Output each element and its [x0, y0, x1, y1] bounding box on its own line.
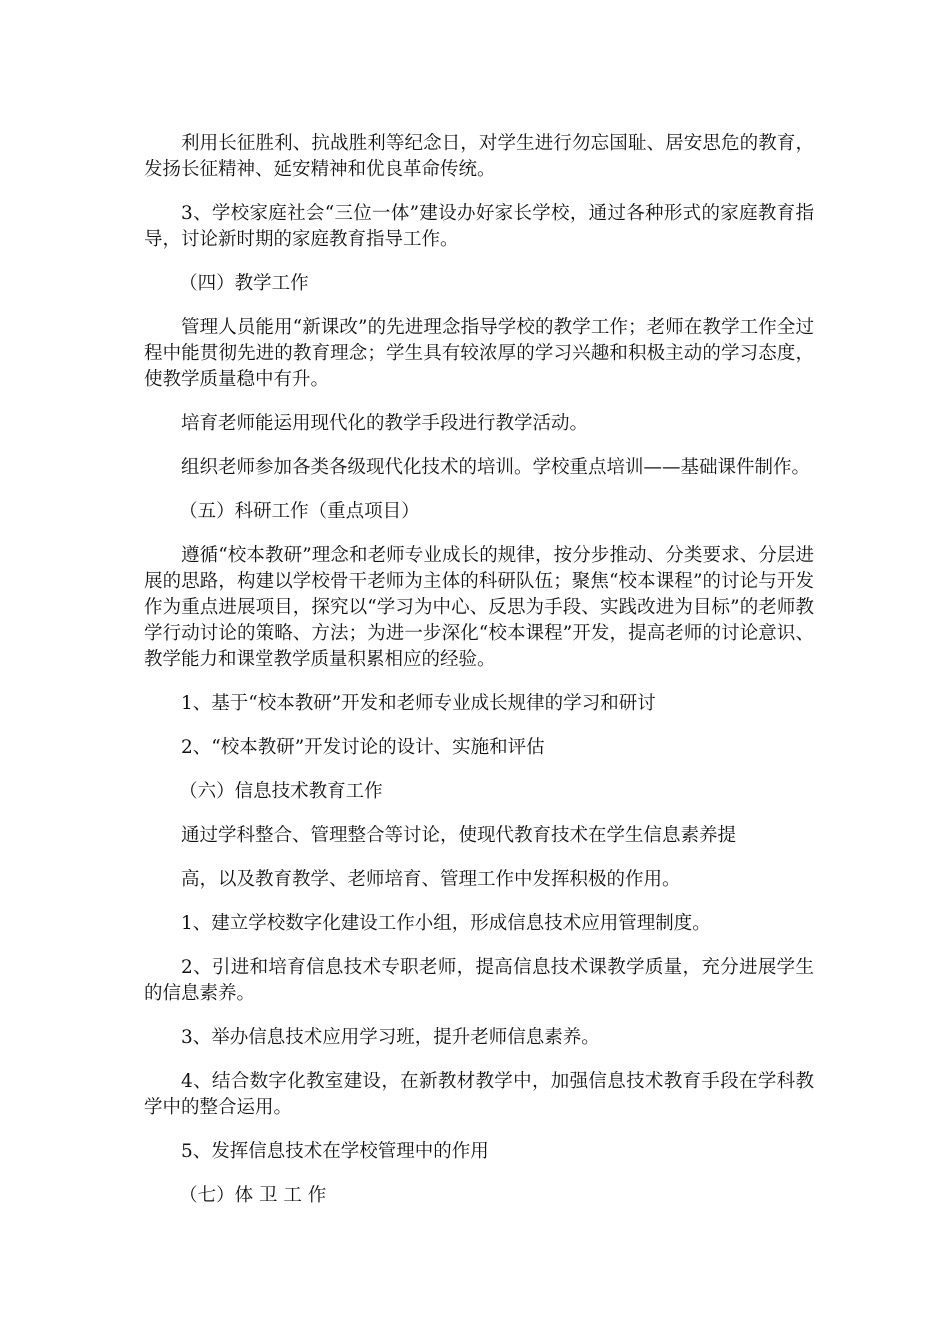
paragraph-new-curriculum: 管理人员能用“新课改”的先进理念指导学校的教学工作；老师在教学工作全过程中能贯彻先进的教育理念；学生具有较浓厚的学习兴趣和积极主动的学习态度，使教学质量稳中有升。 [144, 317, 814, 390]
section-heading-sports-health: （七）体 卫 工 作 [179, 1185, 327, 1206]
section-heading-teaching: （四）教学工作 [179, 273, 309, 294]
list-item-it-3: 3、举办信息技术应用学习班，提升老师信息素养。 [181, 1027, 600, 1048]
paragraph-family-school-society: 3、学校家庭社会“三位一体”建设办好家长学校，通过各种形式的家庭教育指导，讨论新时期的家庭教育指导工作。 [144, 203, 814, 250]
paragraph-memorial-day-education: 利用长征胜利、抗战胜利等纪念日，对学生进行勿忘国耻、居安思危的教育，发扬长征精神、延安精神和优良革命传统。 [144, 133, 814, 180]
paragraph-modern-teaching-means: 培育老师能运用现代化的教学手段进行教学活动。 [181, 413, 589, 434]
section-heading-research: （五）科研工作（重点项目） [179, 501, 420, 522]
list-item-it-2: 2、引进和培育信息技术专职老师，提高信息技术课教学质量，充分进展学生的信息素养。 [144, 957, 814, 1004]
list-item-research-1: 1、基于“校本教研”开发和老师专业成长规律的学习和研讨 [181, 693, 656, 714]
paragraph-integration-line-1: 通过学科整合、管理整合等讨论，使现代教育技术在学生信息素养提 [181, 825, 737, 846]
paragraph-integration-line-2: 高，以及教育教学、老师培育、管理工作中发挥积极的作用。 [181, 869, 681, 890]
list-item-it-5: 5、发挥信息技术在学校管理中的作用 [181, 1141, 489, 1162]
list-item-it-1: 1、建立学校数字化建设工作小组，形成信息技术应用管理制度。 [181, 913, 711, 934]
list-item-research-2: 2、“校本教研”开发讨论的设计、实施和评估 [181, 737, 545, 758]
section-heading-it-education: （六）信息技术教育工作 [179, 781, 383, 802]
list-item-it-4: 4、结合数字化教室建设，在新教材教学中，加强信息技术教育手段在学科教学中的整合运用。 [144, 1071, 814, 1118]
document-body [144, 131, 814, 1227]
paragraph-technology-training: 组织老师参加各类各级现代化技术的培训。学校重点培训——基础课件制作。 [181, 457, 811, 478]
paragraph-school-based-research: 遵循“校本教研”理念和老师专业成长的规律，按分步推动、分类要求、分层进展的思路，构建以学校骨干老师为主体的科研队伍；聚焦“校本课程”的讨论与开发作为重点进展项目，探究以“学习为中心、反思为手段、实践改进为目标”的老师教学行动讨论的策略、方法；为进一步深化“校本课程”开发，提高老师的讨论意识、教学能力和课堂教学质量积累相应的经验。 [144, 545, 814, 670]
